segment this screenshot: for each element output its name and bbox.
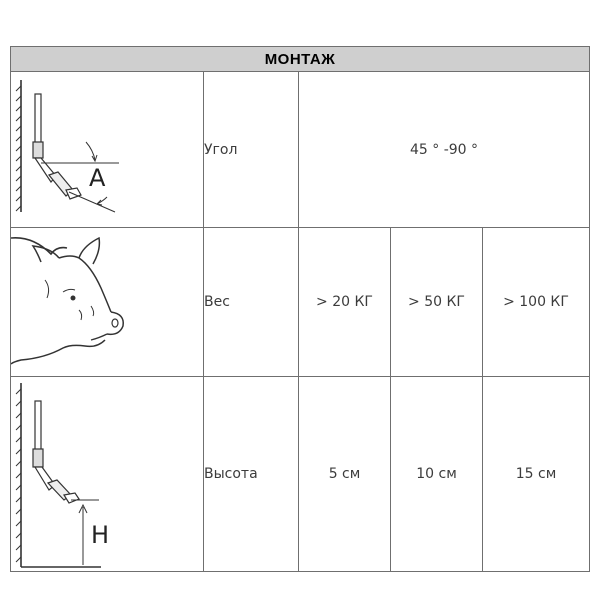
weight-value-2: > 50 КГ xyxy=(408,294,465,310)
height-value-1: 5 см xyxy=(328,466,361,482)
pig-drawing-cell xyxy=(11,228,203,376)
angle-drawing-cell xyxy=(11,72,203,227)
weight-value-3: > 100 КГ xyxy=(503,294,569,310)
height-value-2: 10 см xyxy=(416,466,457,482)
height-label: Высота xyxy=(204,466,258,482)
pig-head-icon xyxy=(11,228,203,376)
angle-value: 45 ° -90 ° xyxy=(409,141,479,158)
height-drawing-letter: H xyxy=(91,521,110,549)
mounting-table xyxy=(10,46,590,572)
height-value-3: 15 см xyxy=(515,466,557,482)
weight-value-1: > 20 КГ xyxy=(316,294,373,310)
weight-label: Вес xyxy=(204,294,230,310)
angle-label: Угол xyxy=(204,141,238,158)
table-title: МОНТАЖ xyxy=(11,47,589,72)
nipple-drinker-angle-diagram-icon xyxy=(11,72,203,227)
angle-drawing-letter: A xyxy=(89,164,106,192)
